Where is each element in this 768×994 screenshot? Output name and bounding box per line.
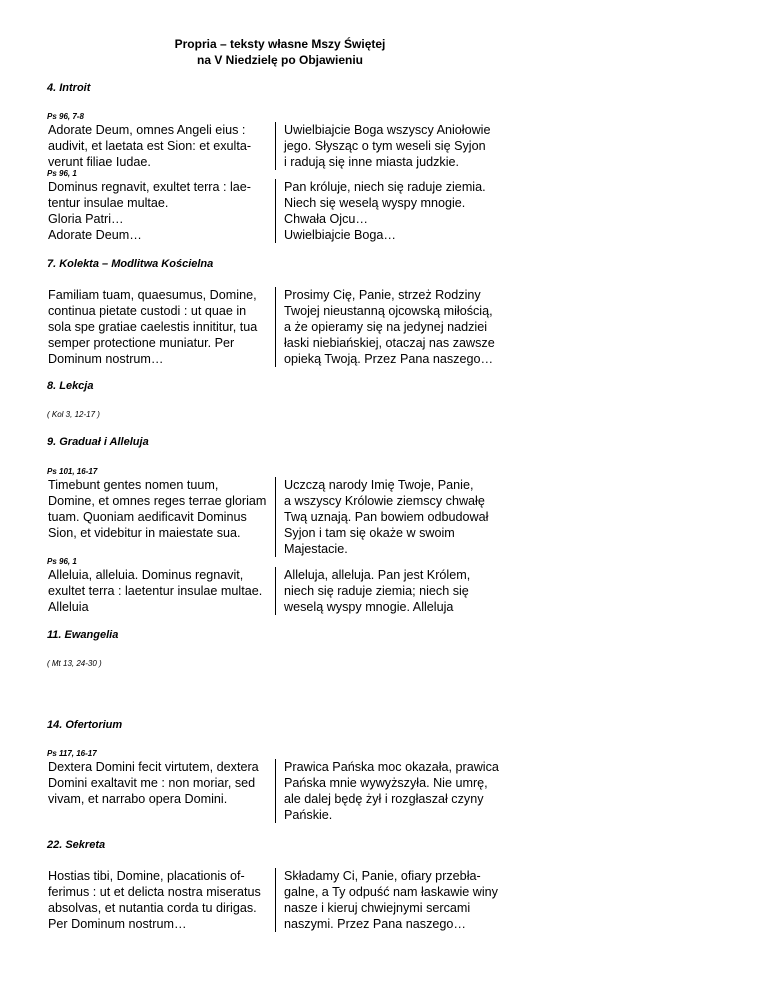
introit-latin-1: Adorate Deum, omnes Angeli eius : audivit, et laetata est Sion: et exulta- verunt filiae Iudae. [48,123,252,169]
introit-ref-2: Ps 96, 1 [47,169,77,178]
sekreta-polish: Składamy Ci, Panie, ofiary przebła- galne, a Ty odpuść nam łaskawie winy nasze i kieruj chwiejnymi sercami naszymi. Przez Pana naszego… [275,868,514,932]
gradual-ref-2: Ps 96, 1 [47,557,77,566]
sekreta-latin: Hostias tibi, Domine, placationis of- ferimus : ut et delicta nostra miseratus absolvas, et nutantia corda tu dirigas. Per Dominum nostrum… [48,869,261,931]
title-line-2: na V Niedzielę po Objawieniu [196,53,364,67]
gradual-ref-1: Ps 101, 16-17 [47,467,98,476]
lekcja-ref: ( Kol 3, 12-17 ) [47,410,100,419]
ofertorium-polish: Prawica Pańska moc okazała, prawica Pańska mnie wywyższyła. Nie umrę, ale dalej będę żył i rozgłaszał czyny Pańskie. [275,759,514,823]
ewangelia-heading: 11. Ewangelia [47,629,119,641]
ewangelia-ref: ( Mt 13, 24-30 ) [47,659,102,668]
ofertorium-ref: Ps 117, 16-17 [47,749,97,758]
introit-heading: 4. Introit [47,82,91,94]
gradual-heading: 9. Graduał i Alleluja [47,436,149,448]
kolekta-heading: 7. Kolekta – Modlitwa Kościelna [47,258,214,270]
ofertorium-latin: Dextera Domini fecit virtutem, dextera Domini exaltavit me : non moriar, sed vivam, et narrabo opera Domini. [48,760,259,806]
sekreta-heading: 22. Sekreta [47,839,106,851]
introit-latin-2: Dominus regnavit, exultet terra : lae- tentur insulae multae. Gloria Patri… Adorate Deum… [48,180,251,242]
introit-polish-1: Uwielbiajcie Boga wszyscy Aniołowie jego. Słysząc o tym weseli się Syjon i radują się inne miasta judzkie. [275,122,514,170]
gradual-latin-1: Timebunt gentes nomen tuum, Domine, et omnes reges terrae gloriam tuam. Quoniam aedificavit Dominus Sion, et videbitur in maiestate sua. [48,478,267,540]
gradual-latin-2: Alleluia, alleluia. Dominus regnavit, exultet terra : laetentur insulae multae. Alleluia [48,568,263,614]
ofertorium-heading: 14. Ofertorium [47,719,123,731]
kolekta-polish: Prosimy Cię, Panie, strzeż Rodziny Twojej nieustanną ojcowską miłością, a że opieramy się na jedynej nadziei łaski niebiańskiej, otaczaj nas zawsze opieką Twoją. Przez Pana naszego… [275,287,514,367]
introit-polish-2: Pan króluje, niech się raduje ziemia. Niech się weselą wyspy mnogie. Chwała Ojcu… Uwielbiajcie Boga… [275,179,514,243]
gradual-polish-2: Alleluja, alleluja. Pan jest Królem, niech się raduje ziemia; niech się weselą wyspy mnogie. Alleluja [275,567,514,615]
kolekta-latin: Familiam tuam, quaesumus, Domine, continua pietate custodi : ut quae in sola spe gratiae caelestis innititur, tua semper protectione muniatur. Per Dominum nostrum… [48,288,258,366]
lekcja-heading: 8. Lekcja [47,380,94,392]
gradual-polish-1: Uczczą narody Imię Twoje, Panie, a wszyscy Królowie ziemscy chwałę Twą uznają. Pan bowiem odbudował Syjon i tam się okaże w swoim Majestacie. [275,477,514,557]
introit-ref-1: Ps 96, 7-8 [47,112,84,121]
page-title [0,36,560,68]
title-line-1: Propria – teksty własne Mszy Świętej [174,37,386,51]
